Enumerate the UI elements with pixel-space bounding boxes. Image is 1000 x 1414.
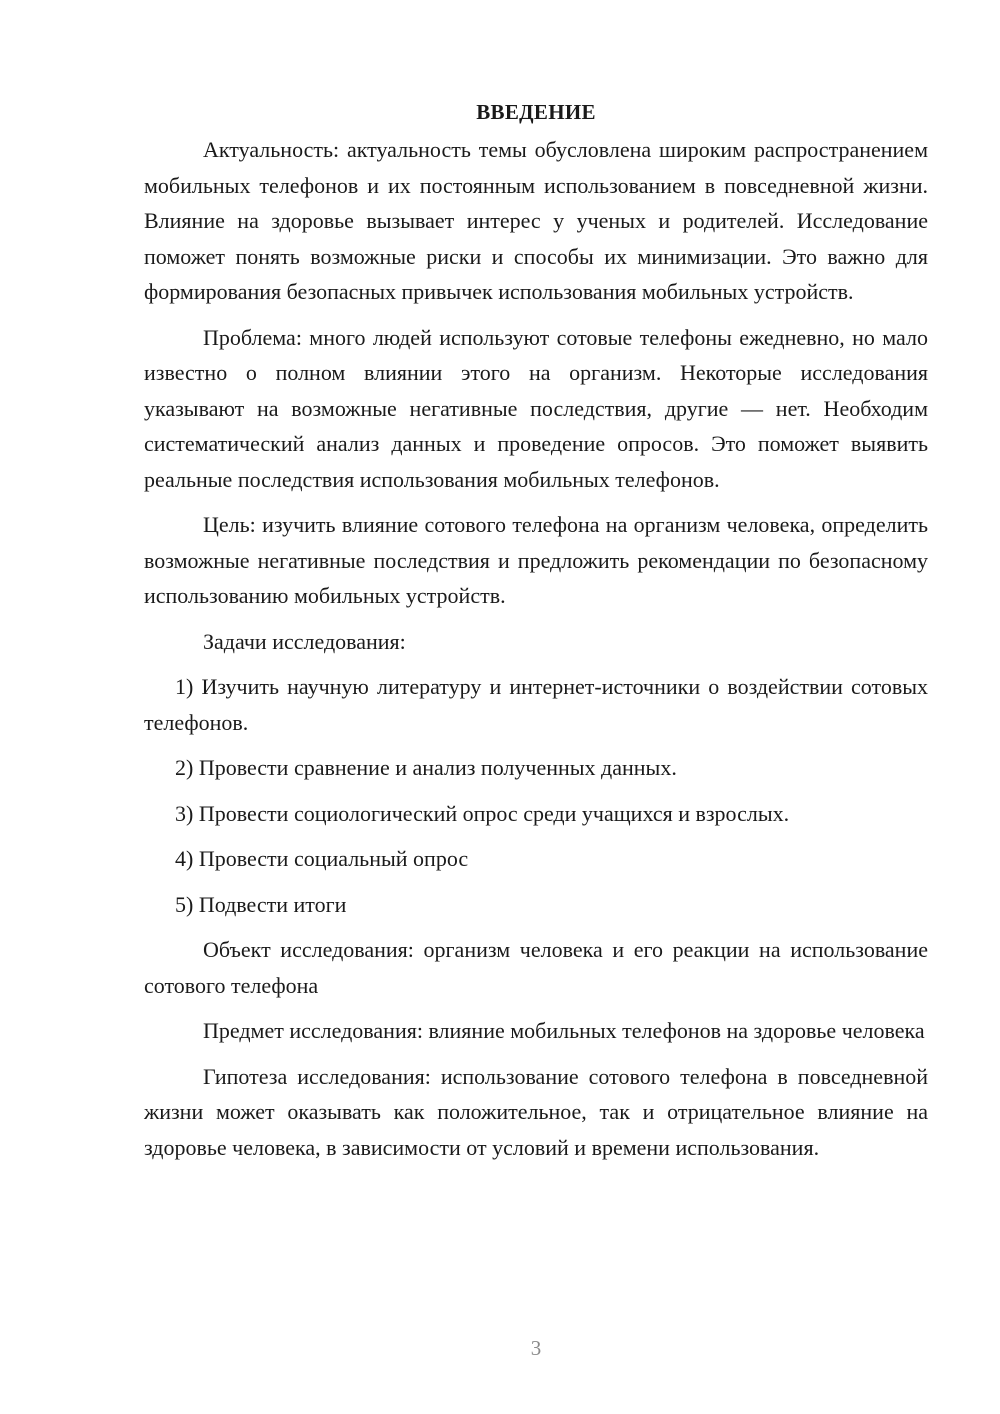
task-item-4: 4) Провести социальный опрос [175, 846, 469, 871]
task-item-1: 1) Изучить научную литературу и интернет-источники о воздействии сотовых телефонов. [144, 674, 928, 735]
page-content [144, 98, 928, 1175]
tasks-heading: Задачи исследования: [203, 628, 406, 654]
problem-paragraph: Проблема: много людей используют сотовые телефоны ежедневно, но мало известно о полном влиянии этого на организм. Некоторые исследования указывают на возможные негативные последствия, другие — нет. Необходим систематический анализ данных и проведение опросов. Это поможет выявить реальные последствия использования мобильных телефонов. [144, 324, 928, 492]
task-item-2: 2) Провести сравнение и анализ полученных данных. [175, 755, 677, 780]
task-item-3: 3) Провести социологический опрос среди учащихся и взрослых. [175, 800, 790, 826]
goal-paragraph: Цель: изучить влияние сотового телефона на организм человека, определить возможные негативные последствия и предложить рекомендации по безопасному использованию мобильных устройств. [144, 512, 928, 608]
relevance-paragraph: Актуальность: актуальность темы обусловлена широким распространением мобильных телефонов и их постоянным использованием в повседневной жизни. Влияние на здоровье вызывает интерес у ученых и родителей. Исследование поможет понять возможные риски и способы их минимизации. Это важно для формирования безопасных привычек использования мобильных устройств. [144, 137, 928, 304]
task-item-5: 5) Подвести итоги [175, 891, 347, 917]
page-number: 3 [530, 1336, 542, 1360]
page-title: ВВЕДЕНИЕ [476, 100, 596, 124]
subject-paragraph: Предмет исследования: влияние мобильных телефонов на здоровье человека [203, 1018, 925, 1043]
hypothesis-paragraph: Гипотеза исследования: использование сотового телефона в повседневной жизни может оказывать как положительное, так и отрицательное влияние на здоровье человека, в зависимости от условий и времени использования. [144, 1063, 928, 1160]
object-paragraph: Объект исследования: организм человека и его реакции на использование сотового телефона [144, 937, 928, 998]
